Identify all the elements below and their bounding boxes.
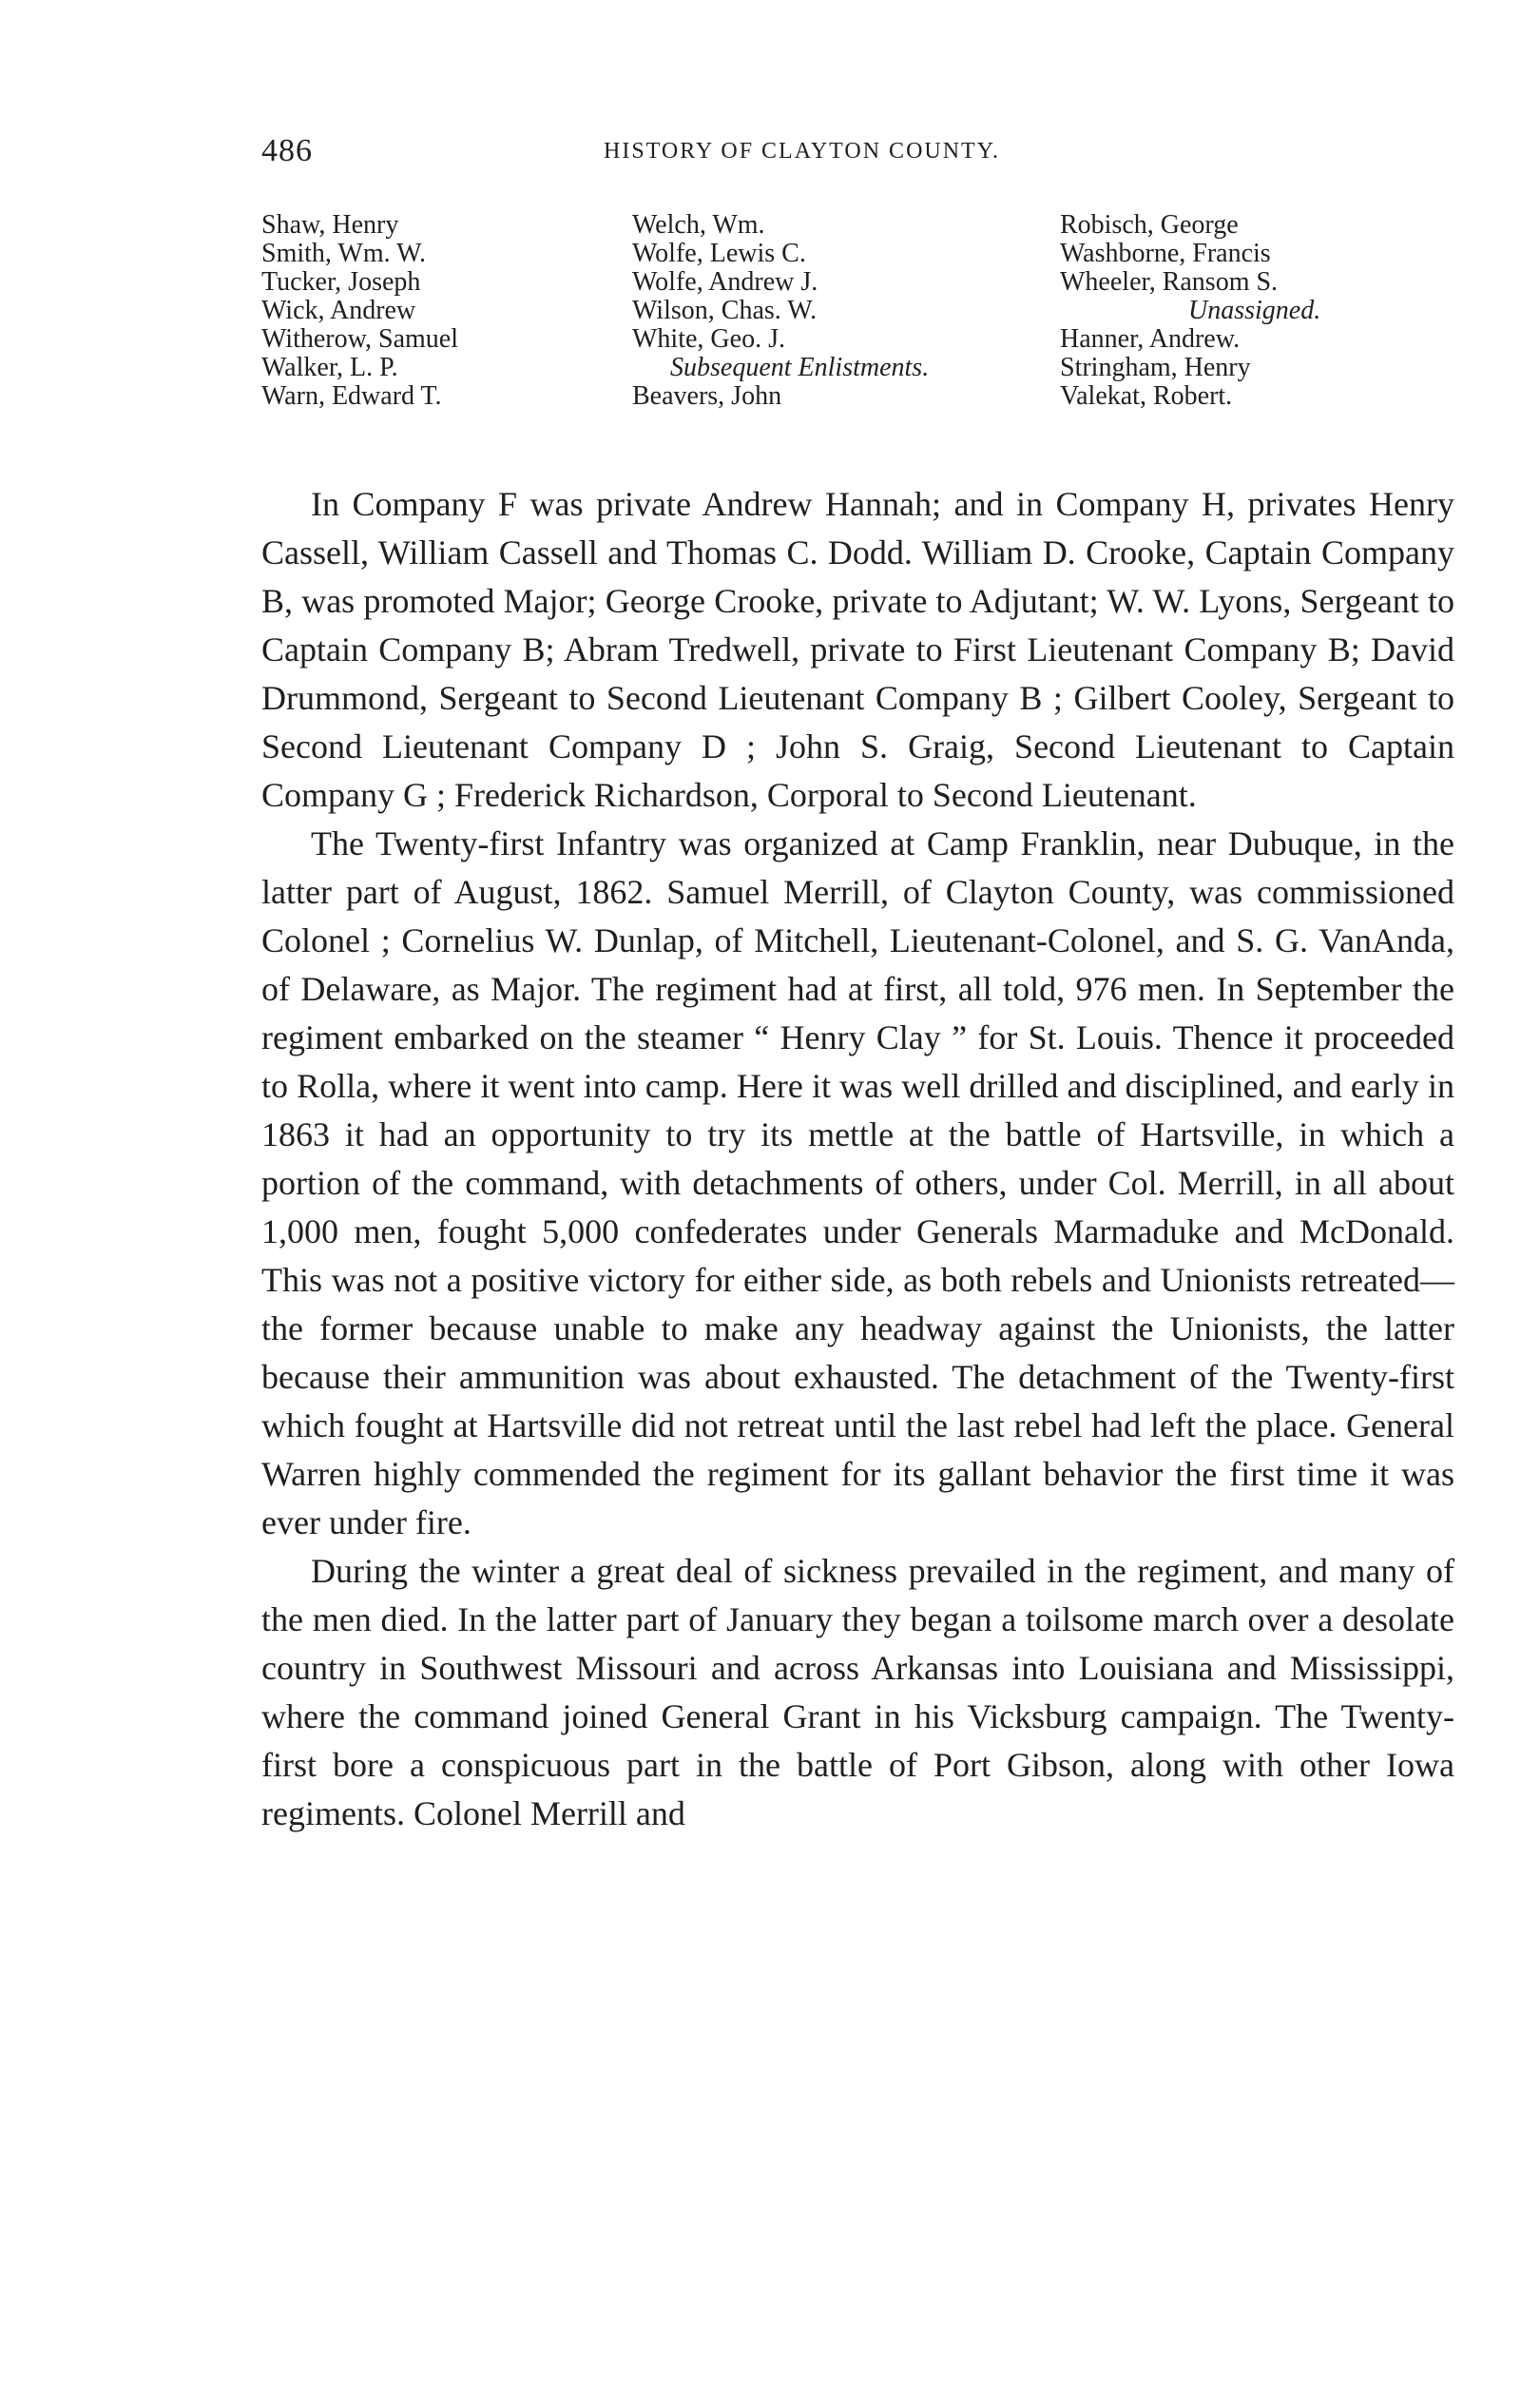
page-header [261, 133, 1454, 171]
roster-subheading-unassigned: Unassigned. [1188, 296, 1321, 325]
roster-entry: Welch, Wm. [632, 210, 765, 240]
roster-entry: Wick, Andrew [261, 296, 416, 325]
paragraph: The Twenty-first Infantry was organized at Camp Franklin, near Dubuque, in the latter part of August, 1862. Samuel Merrill, of Clayton County, was commissioned Colonel ; Cornelius W. Dunlap, of Mitchell, Lieutenant-Colonel, and S. G. VanAnda, of Delaware, as Major. The regiment had at first, all told, 976 men. In September the regiment embarked on the steamer “ Henry Clay ” for St. Louis. Thence it proceeded to Rolla, where it went into camp. Here it was well drilled and disciplined, and early in 1863 it had an opportunity to try its mettle at the battle of Hartsville, in which a portion of the command, with detachments of others, under Col. Merrill, in all about 1,000 men, fought 5,000 confederates under Generals Marmaduke and McDonald. This was not a positive victory for either side, as both rebels and Unionists retreated—the former because unable to make any headway against the Unionists, the latter because their ammunition was about exhausted. The detachment of the Twenty-first which fought at Hartsville did not retreat until the last rebel had left the place. General Warren highly commended the regiment for its gallant behavior the first time it was ever under fire. [261, 824, 1454, 1541]
roster-entry: Witherow, Samuel [261, 324, 459, 354]
roster-entry: Wolfe, Lewis C. [632, 239, 806, 268]
paragraph: During the winter a great deal of sickness prevailed in the regiment, and many of the men died. In the latter part of January they began a toilsome march over a desolate country in Southwest Missouri and across Arkansas into Louisiana and Mississippi, where the command joined General Grant in his Vicksburg campaign. The Twenty-first bore a conspicuous part in the battle of Port Gibson, along with other Iowa regiments. Colonel Merrill and [261, 1552, 1454, 1832]
body-text [261, 480, 1454, 1838]
roster-column-3 [1060, 211, 1320, 411]
roster-entry: Smith, Wm. W. [261, 239, 426, 268]
roster-subheading-subsequent-enlistments: Subsequent Enlistments. [670, 353, 930, 382]
roster-entry: Warn, Edward T. [261, 381, 442, 411]
paragraph: In Company F was private Andrew Hannah; and in Company H, privates Henry Cassell, William Cassell and Thomas C. Dodd. William D. Crooke, Captain Company B, was promoted Major; George Crooke, private to Adjutant; W. W. Lyons, Sergeant to Captain Company B; Abram Tredwell, private to First Lieutenant Company B; David Drummond, Sergeant to Second Lieutenant Company B ; Gilbert Cooley, Sergeant to Second Lieutenant Company D ; John S. Graig, Second Lieutenant to Captain Company G ; Frederick Richardson, Corporal to Second Lieutenant. [261, 485, 1454, 814]
roster-entry: Hanner, Andrew. [1060, 324, 1241, 354]
roster-entry: Wilson, Chas. W. [632, 296, 818, 325]
roster-list [261, 211, 1454, 444]
roster-entry: Shaw, Henry [261, 210, 399, 240]
roster-entry: Wheeler, Ransom S. [1060, 267, 1279, 297]
roster-entry: Tucker, Joseph [261, 267, 421, 297]
roster-entry: Beavers, John [632, 381, 782, 411]
roster-column-1 [261, 211, 458, 411]
running-title: HISTORY OF CLAYTON COUNTY. [604, 139, 1000, 164]
roster-entry: Wolfe, Andrew J. [632, 267, 818, 297]
roster-entry: Stringham, Henry [1060, 353, 1251, 382]
roster-entry: Valekat, Robert. [1060, 381, 1233, 411]
roster-entry: Walker, L. P. [261, 353, 398, 382]
page-number: 486 [261, 133, 313, 168]
roster-column-2 [632, 211, 929, 411]
roster-entry: White, Geo. J. [632, 324, 785, 354]
roster-entry: Robisch, George [1060, 210, 1239, 240]
roster-entry: Washborne, Francis [1060, 239, 1271, 268]
